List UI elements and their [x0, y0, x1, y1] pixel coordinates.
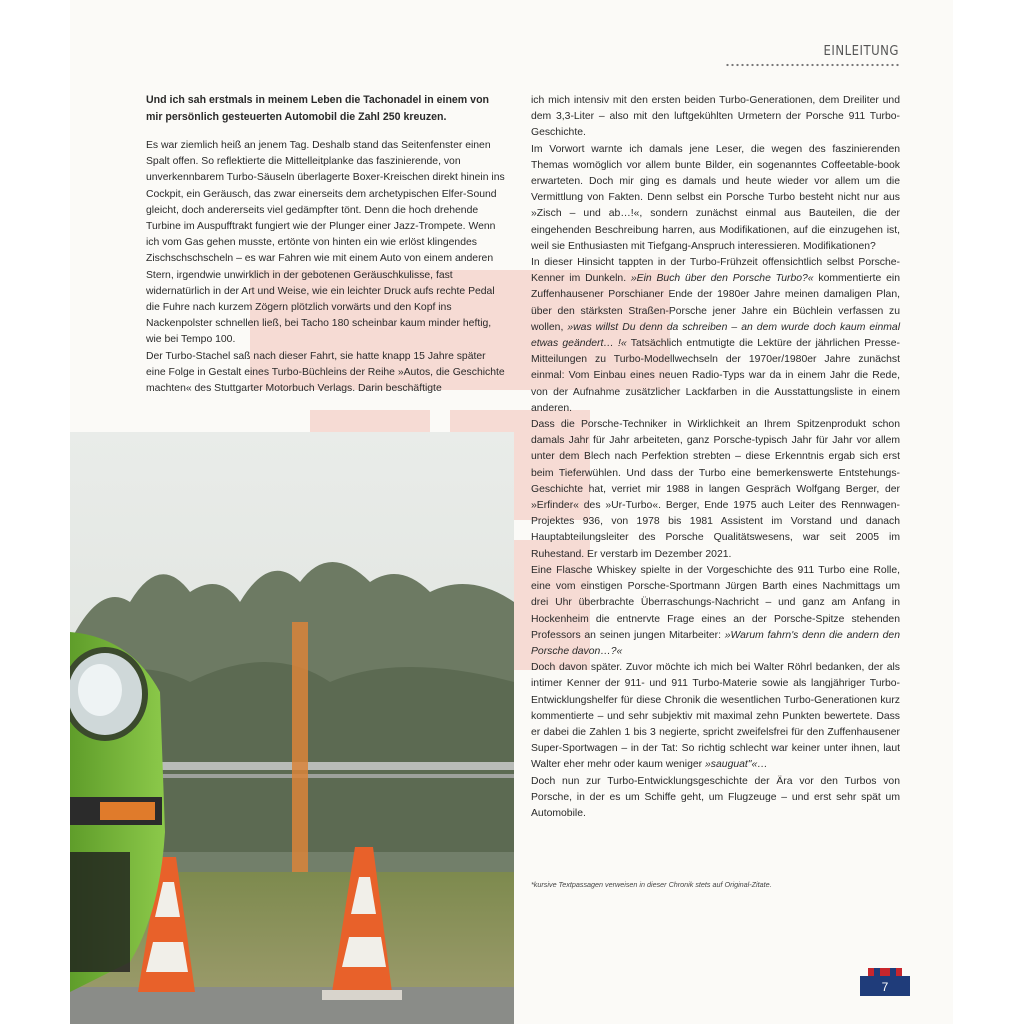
body-paragraph: Der Turbo-Stachel saß nach dieser Fahrt, sie hatte knapp 15 Jahre später eine Folge in Gestalt eines Turbo-Büchleins der Reihe »Autos, die Geschichte machten« des Stuttgarter Motorbuch Verlags. Darin beschäftigte — [146, 350, 505, 395]
body-paragraph: Dass die Porsche-Techniker in Wirklichkeit an Ihrem Spitzenprodukt schon damals Jahr für Jahr arbeiteten, ganz Porsche-typisch Jahr für Jahr vor allem unter dem Blech nach Perfektion strebten – diese Erkenntnis ergab sich erst beim Tieferwühlen. Und dass der Turbo eine bemerkenswerte Entstehungs-Geschichte hat, verriet mir 1988 in langen Gespräch Wolfgang Berger, der »Erfinder« des »Ur-Turbo«. Berger, Ende 1975 auch Leiter des Rennwagen-Projektes 936, von 1978 bis 1981 Assistent im Vorstand und danach Hauptabteilungsleiter des Porsche Qualitätswesens, war seit 2005 im Ruhestand. Er verstarb im Dezember 2021. — [531, 419, 900, 560]
left-text-column — [146, 92, 508, 397]
body-paragraph — [531, 660, 900, 773]
body-paragraph: Es war ziemlich heiß an jenem Tag. Deshalb stand das Seitenfenster einen Spalt offen. So reflektierte die Mittelleitplanke das faszinierende, von unverkennbarem Turbo-Säuseln überlagerte Boxer-Kreischen direkt hinein ins Cockpit, ein Geräusch, das zwar einerseits dem archetypischen Elfer-Sound gleicht, doch andererseits viel gedämpfter tönt. Denn die hoch drehende Turbine im Auspufftrakt fungiert wie der Plunger einer Jazz-Trompete. Wenn ich vom Gas gehen musste, ertönte von hinten ein wie erlöst klingendes Zischschschscheln – es war Fahren wie mit einem Auto von einem anderen Stern, irgendwie unwirklich in der gebotenen Geräuschkulisse, fast widernatürlich in der Art und Weise, wie ein leichter Druck aufs rechte Pedal die Fuhre nach kurzem Zögern plötzlich vorwärts und den Kopf ins Nackenpolster schnellen ließ, bei Tacho 180 scheinbar kaum minder heftig, wie bei Tempo 100. — [146, 140, 505, 346]
body-paragraph — [531, 255, 900, 417]
porsche-photo — [70, 432, 514, 1024]
right-text-column — [531, 93, 900, 822]
text-run: Doch davon später. Zuvor möchte ich mich bei Walter Röhrl bedanken, der als intimer Kenner der 911- und 911 Turbo-Materie sowie als langjähriger Turbo-Entwicklungshelfer für diese Chronik die wesentlichen Turbo-Generationen kurz kommentierte – und sehr subjektiv mit maximal zehn Punkten bewertete. Dass er dabei die Zahlen 1 bis 3 negierte, spricht zweifelsfrei für den Zuffenhausener Super-Sportwagen – in der Tat: So richtig schlecht war keiner unter ihnen, laut Walter eher mehr oder kaum weniger — [531, 662, 900, 771]
body-paragraph: Doch nun zur Turbo-Entwicklungsgeschichte der Ära vor den Turbos von Porsche, in der es um Schiffe geht, um Flugzeuge – und erst sehr spät um Automobile. — [531, 775, 900, 819]
section-header — [725, 44, 899, 67]
text-run: Eine Flasche Whiskey spielte in der Vorgeschichte des 911 Turbo eine Rolle, eine vom einstigen Porsche-Sportmann Jürgen Barth eines Nachmittags um drei Uhr überbrachte Überraschungs-Nachricht – und ganz am Anfang in Hockenheim die entnervte Frage eines an der Porsche-Spitze stehenden Professors an seinen jungen Mitarbeiter: — [531, 564, 900, 641]
body-paragraph: ich mich intensiv mit den ersten beiden Turbo-Generationen, dem Dreiliter und dem 3,3-Liter – also mit den luftgekühlten Urmetern der Porsche 911 Turbo-Geschichte. — [531, 95, 900, 139]
quote-italic: »Ein Buch über den Porsche Turbo?« — [630, 273, 814, 285]
quote-italic: »was willst Du denn da schreiben – an dem wurde doch kaum einmal etwas geändert… !« — [531, 321, 900, 350]
page-number-badge — [860, 968, 910, 996]
text-run: In dieser Hinsicht tappten in der Turbo-Frühzeit offensichtlich selbst Porsche-Kenner im Dunkeln. — [531, 257, 900, 285]
header-dotted-rule — [725, 63, 899, 67]
footnote: *kursive Textpassagen verweisen in dieser Chronik stets auf Original-Zitate. — [531, 880, 772, 889]
quote-italic: »Warum fahrn's denn die andern den Porsche davon…?« — [531, 629, 900, 657]
lead-paragraph: Und ich sah erstmals in meinem Leben die Tachonadel in einem von mir persönlich gesteuerten Automobil die Zahl 250 kreuzen. — [146, 94, 490, 123]
text-run: Tatsächlich entmutigte die Lektüre der jährlichen Presse-Mitteilungen zu Turbo-Modellwechseln der 1970er/1980er Jahre zunächst einmal: Vom Einbau eines neuen Radio-Typs war da in einem Jahr die Rede, von der Aufnahme zusätzlicher Lackfarben in die Ausstattungsliste in einem anderen. — [531, 338, 900, 414]
body-paragraph: Im Vorwort warnte ich damals jene Leser, die wegen des faszinierenden Themas womöglich vor allem bunte Bilder, ein sogenanntes Coffeetable-book erwarteten. Doch mir ging es damals und heute wieder vor allem um die Vermittlung von Fakten. Denn selbst ein Porsche Turbo besteht nicht nur aus »Zisch – und ab…!«, sondern zunächst einmal aus Bauteilen, die der eingehenden Beschreibung harren, aus Modifikationen, auf die einzugehen ist, weil sie Enthusiasten mit Tiefgang-Anspruch interessieren. Modifikationen? — [531, 143, 900, 252]
text-run: kommentierte ein Zuffenhausener Porschianer Ende der 1980er Jahre meinen damaligen Plan, über den stärksten Straßen-Porsche jener Jahre ein Büchlein verfassen zu wollen, — [531, 273, 901, 333]
quote-italic: »sauguat"«… — [705, 759, 768, 771]
section-title: EINLEITUNG — [823, 44, 899, 59]
body-paragraph — [531, 563, 900, 660]
page-number: 7 — [881, 980, 889, 994]
